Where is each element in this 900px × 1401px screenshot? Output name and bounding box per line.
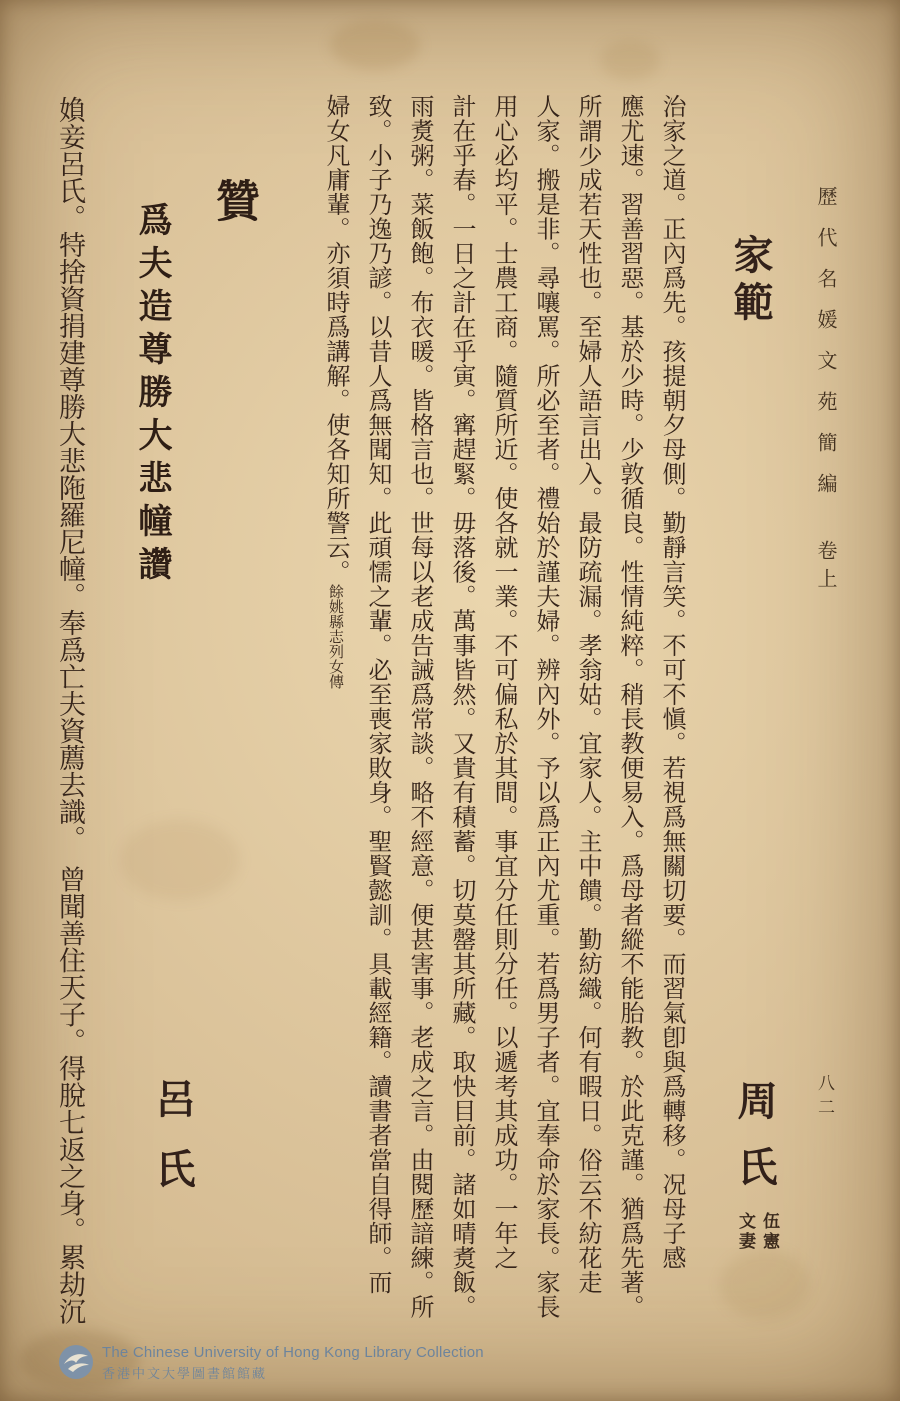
- watermark-line-english: The Chinese University of Hong Kong Library Collection: [102, 1344, 484, 1361]
- jiafan-author: 周氏: [731, 1080, 778, 1212]
- text-column-2: 應尤速。習善習惡。基於少時。少敦循良。性情純粹。稍長教便易入。爲母者縱不能胎教。於此克謹。猶爲先著。: [616, 94, 644, 1319]
- page-number: 八二: [814, 1074, 834, 1122]
- running-book-title: 歷代名媛文苑簡編: [814, 186, 838, 514]
- zan-author: 呂氏: [149, 1078, 196, 1218]
- text-column-9: [316, 94, 356, 1378]
- cuhk-library-logo-icon: [58, 1344, 94, 1380]
- zan-text-column: 媍妾呂氏。特捨資捐建尊勝大悲陁羅尼幢。奉爲亡夫資薦去識。 曾聞善住天子。得脫七返之身。累劫沉: [54, 96, 85, 1325]
- paper-stain: [120, 820, 240, 900]
- jiafan-author-note-right: 伍憲: [759, 1212, 779, 1252]
- text-column-8: 致。小子乃逸乃諺。以昔人爲無聞知。此頑懦之輩。必至喪家敗身。聖賢懿訓。具載經籍。讀書者當自得師。而: [364, 94, 392, 1295]
- volume-label: 卷上: [814, 540, 838, 596]
- text-column-1: 治家之道。正內爲先。孩提朝夕母側。勤靜言笑。不可不愼。若視爲無關切要。而習氣卽與爲轉移。况母子感: [658, 94, 686, 1270]
- text-column-4: 人家。搬是非。尋嚷罵。所必至者。禮始於謹夫婦。辨內外。予以爲正內尤重。若爲男子者。宜奉命於家長。家長: [532, 94, 560, 1319]
- section-title-jiafan: 家範: [727, 234, 774, 328]
- watermark-line-chinese: 香港中文大學圖書館館藏: [102, 1366, 268, 1381]
- text-column-5: 用心必均平。士農工商。隨質所近。使各就一業。不可偏私於其間。事宜分任則分任。以遞考其成功。一年之: [490, 94, 518, 1270]
- watermark-text: [102, 1344, 484, 1382]
- source-note: 餘姚縣志列女傳: [327, 584, 345, 689]
- paper-stain: [720, 1250, 810, 1320]
- jiafan-text-block: [316, 94, 692, 1378]
- text-column-7: 雨煑粥。菜飯飽。布衣暖。皆格言也。世每以老成告誡爲常談。略不經意。便甚害事。老成之言。由閱歷諳練。所: [406, 94, 434, 1319]
- zan-subtitle: 爲夫造尊勝大悲幢讚: [132, 202, 172, 589]
- paper-stain: [600, 40, 660, 80]
- jiafan-author-note-left: 文妻: [735, 1212, 755, 1252]
- text-column-3: 所謂少成若天性也。至婦人語言出入。最防疏漏。孝翁姑。宜家人。主中饋。勤紡織。何有暇日。俗云不紡花走: [574, 94, 602, 1295]
- section-heading-zan: 贊: [208, 178, 259, 222]
- paper-stain: [330, 20, 420, 70]
- text-column-6: 計在乎春。一日之計在乎寅。寗趕緊。毋落後。萬事皆然。又貴有積蓄。切莫罄其所藏。取快目前。諸如晴煑飯。: [448, 94, 476, 1319]
- text-column-9-main: 婦女凡庸輩。亦須時爲講解。使各知所警云。: [322, 94, 350, 584]
- library-watermark: [58, 1344, 484, 1382]
